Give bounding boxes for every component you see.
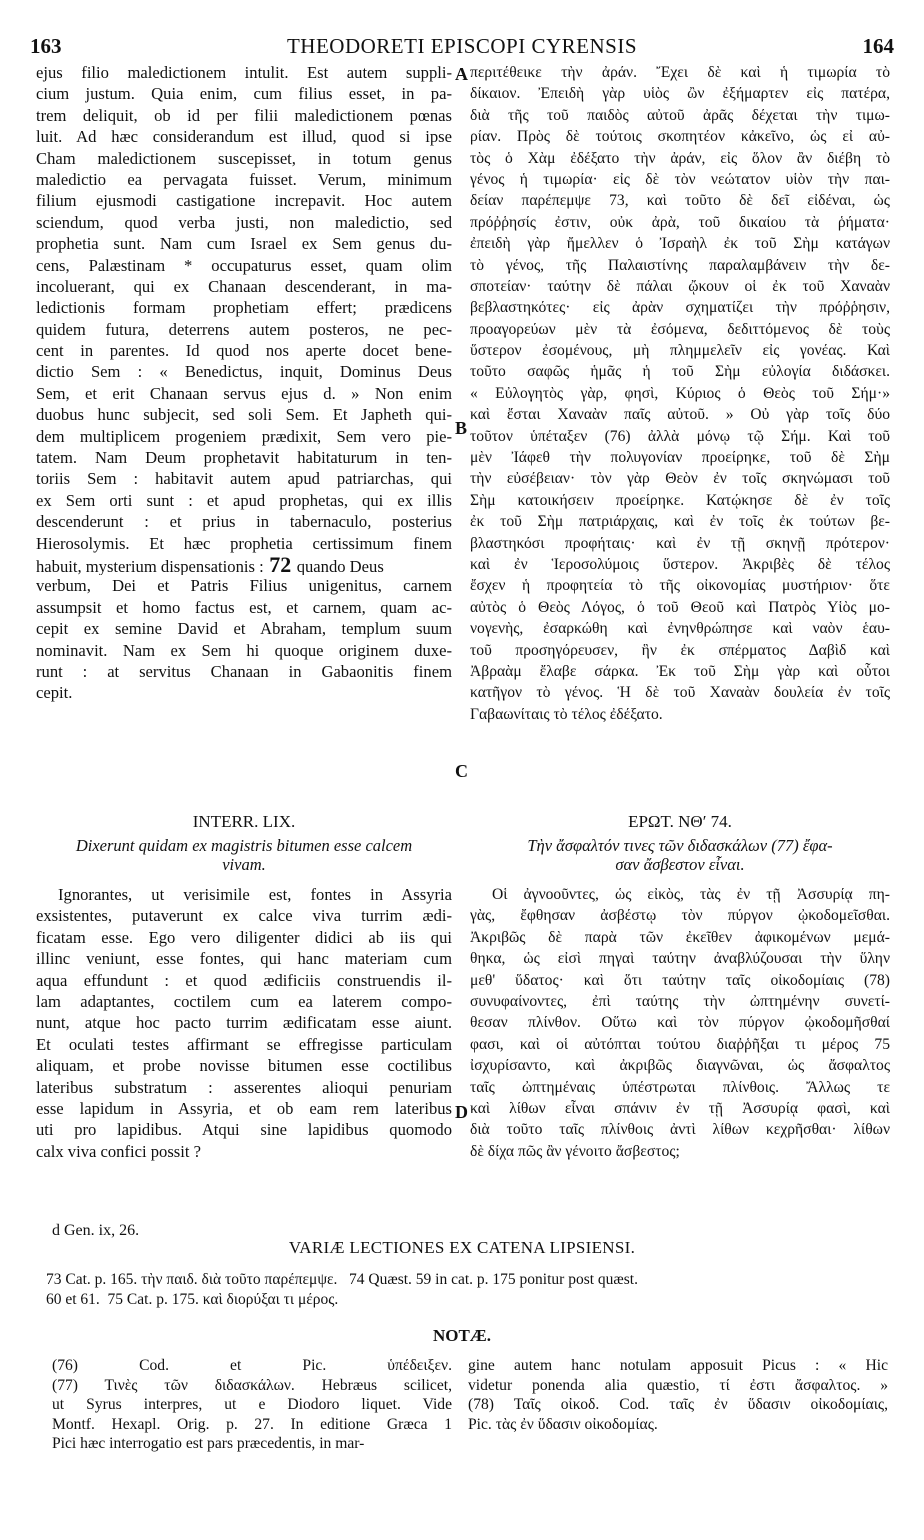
text-line: τοῦ προσηγόρευσεν, ἣν ἐκ σπέρματος Δαβὶδ καὶ — [470, 641, 890, 659]
margin-letter-c: C — [455, 761, 468, 781]
text-line: cium justum. Quia enim, cum filius esset, in pa- — [36, 84, 452, 104]
text-line: τὸ γένος, τῆς Παλαιστίνης παραλαμβάνειν τὴν δε- — [470, 256, 890, 274]
text-line: verbum, Dei et Patris Filius unigenitus, carnem — [36, 576, 452, 596]
text-line: ἐπειδὴ γὰρ ἤμελλεν ὁ Ἰσραὴλ ἐκ τοῦ Σὴμ κατάγων — [470, 235, 890, 253]
text-line: καὶ λίθων εἶναι σπάνιν ἐν τῇ Ἀσσυρίᾳ φασὶ, καὶ — [470, 1099, 890, 1117]
text-line: ρίαν. Πρὸς δὲ τούτοις σκοπητέον κἀκεῖνο, ὡς εἰ αὐ- — [470, 128, 890, 146]
text-line: ἔσχεν ἡ προφητεία τὸ τῆς οἰκονομίας μυστήριον· ὅτε — [470, 577, 890, 595]
interrogatio-latin-heading: INTERR. LIX. — [192, 812, 296, 831]
text-line: σποτείαν· ταύτην δὲ πάλαι ᾤκουν οἱ ἐκ τοῦ Χαναὰν — [470, 277, 890, 295]
text-line: maledictio ea pervagata fuisset. Verum, minimum — [36, 169, 452, 189]
interrogatio-latin-subtitle — [36, 836, 452, 874]
note-line: (76) Cod. et Pic. ὑπέδειξεν. — [52, 1357, 452, 1374]
text-line: Sem, et erit Chanaan servus ejus d. » Non enim — [36, 383, 452, 403]
text-line: Hierosolymis. Et hæc prophetia certissimum finem — [36, 533, 452, 553]
text-line: cent in parentes. Id quod nos aperte docet bene- — [36, 341, 452, 361]
text-line: runt : at servitus Chanaan in Gabaonitis finem — [36, 661, 452, 681]
notae-right-column — [468, 1356, 888, 1434]
text-line: aliquam, et probe novisse bitumen esse coctilibus — [36, 1056, 452, 1076]
text-line: assumpsit et homo factus est, et carnem, quam ac- — [36, 597, 452, 617]
note-line: videtur ponenda alia quæstio, τί ἐστι ἄσφαλτος. » — [468, 1376, 888, 1394]
subtitle-line: vivam. — [222, 855, 266, 874]
running-title: THEODORETI EPISCOPI CYRENSIS — [286, 34, 638, 58]
text-line: φασι, καὶ οἱ αὐτόπται τούτου διαῤῥῆξαι τι μέρος 75 — [470, 1035, 890, 1053]
text-line: Ἀβραὰμ ἔλαβε σάρκα. Ἐκ τοῦ Σὴμ γὰρ καὶ οὗτοι — [470, 662, 890, 680]
text-line: κατῆγον τὸ γένος. Ἡ δὲ τοῦ Χαναὰν δουλεία ἐν τοῖς — [470, 684, 890, 702]
text-line: « Εὐλογητὸς γὰρ, φησὶ, Κύριος ὁ Θεὸς τοῦ Σήμ·» — [470, 384, 890, 402]
text-line: toriis Sem : habitavit autem apud patriarchas, qui — [36, 469, 452, 489]
variae-lectiones-text — [46, 1270, 896, 1310]
text-line: esse lapidum in Assyria, et ob eam rem lateribus — [36, 1098, 452, 1118]
text-line: δείαν παρέπεμψε 73, καὶ τοῦτο δὲ δεῖ εἰδέναι, ὡς — [470, 192, 890, 210]
text-line: τὸς ὁ Χὰμ ἐδέξατο τὴν ἀράν, εἰς ὅλον ἂν διέβη τὸ — [470, 149, 890, 167]
text-line: πρόῤῥησίς ἐστιν, οὐκ ἀρὰ, τοῦ δικαίου τὰ ῥήματα· — [470, 213, 890, 231]
text-line: lateribus substratum : asserentes alioqui penuriam — [36, 1077, 452, 1097]
text-line: ejus filio maledictionem intulit. Est autem suppli- — [36, 63, 452, 82]
text-line: dem multiplicem progeniem prædixit, Sem vero pie- — [36, 426, 452, 446]
text-line: βλαστηκόσι προφήταις· καὶ ἐν τῇ σκηνῇ πρότερον· — [470, 534, 890, 552]
text-line: προαγορεύων μὲν τὰ ἐσόμενα, δεδιττόμενος δὲ τοὺς — [470, 320, 890, 338]
column-number: 72 — [263, 553, 297, 576]
text-line: περιτέθεικε τὴν ἀράν. Ἔχει δὲ καὶ ἡ τιμωρία τὸ — [470, 64, 890, 81]
text-fragment: quando Deus — [296, 556, 384, 576]
variant-reading-line: 73 Cat. p. 165. τὴν παιδ. διὰ τοῦτο παρέπεμψε. 74 Quæst. 59 in cat. p. 175 ponitur post quæst. — [46, 1271, 638, 1288]
text-line: καὶ ἐν Ἱεροσολύμοις ὕστερον. Ἀκριβὲς δὲ τέλος — [470, 555, 890, 573]
text-line: ἐκ τοῦ Σὴμ πατριάρχαις, καὶ ἐν τοῖς ἐκ τούτων βε- — [470, 513, 890, 531]
variant-reading-line: 60 et 61. 75 Cat. p. 175. καὶ διορύξαι τι μέρος. — [46, 1291, 339, 1308]
note-line: (78) Ταῖς οἰκοδ. Cod. ταῖς ἐν ὕδασιν οἰκοδομίαις, — [468, 1396, 888, 1413]
interrogatio-greek-heading: ΕΡΩΤ. ΝΘʹ 74. — [628, 812, 732, 831]
greek-text-column — [470, 62, 890, 725]
text-line: τοῦτο σαφῶς ἡμᾶς ἡ τοῦ Σὴμ εὐλογία διδάσκει. — [470, 363, 890, 381]
text-line: nominavit. Nam ex Sem hi quoque originem duxe- — [36, 640, 452, 660]
text-line: δὲ δίχα πῶς ἂν γένοιτο ἄσβεστος; — [470, 1142, 680, 1160]
text-line: exsistentes, putaverunt ex calce viva turrim ædi- — [36, 906, 452, 926]
text-line: descenderunt : et prius in tabernaculo, posterius — [36, 512, 452, 532]
text-line: γὰς, ἔφθησαν ἀσβέστῳ τὸν πύργον ᾠκοδομεῖσθαι. — [470, 907, 890, 925]
text-line: trem deliquit, ob id per filii maledictionem pœnas — [36, 105, 452, 125]
interrogatio-greek-subtitle — [470, 836, 890, 874]
text-line: sciendum, quod verba justi, non maledictio, sed — [36, 212, 452, 232]
text-line: ταῖς ὠπτημέναις ὑπέστρωται πλίνθοις. Ἄλλως τε — [470, 1078, 890, 1096]
margin-letter-b: B — [455, 418, 468, 438]
note-line: (77) Τινὲς τῶν διδασκάλων. Hebræus scilicet, — [52, 1376, 452, 1394]
text-line: τὴν εὐσέβειαν· τὸν γὰρ Θεὸν ἐν τοῖς σκηνώμασι τοῦ — [470, 470, 890, 488]
note-line: gine autem hanc notulam apposuit Picus : « Hic — [468, 1357, 888, 1374]
text-line: μεθ' ὕδατος· καὶ ὅτι ταύτην ταῖς οἰκοδομίαις (78) — [470, 971, 890, 989]
text-line: Cham maledictionem suscepisset, in totum genus — [36, 148, 452, 168]
text-line: γένος ἡ τιμωρία· εἰς δὲ τὸν νεώτατον υἱὸν τὴν παι- — [470, 170, 890, 188]
text-line: θηκα, ὡς εἰσὶ πηγαὶ ταύτην ἀναβλύζουσαι τὴν ὕλην — [470, 950, 890, 968]
text-line: διὰ τοῦτο ταῖς πλίνθοις ἀντὶ λίθων κεχρῆσθαι· λίθων — [470, 1121, 890, 1139]
text-line: συνυφαίνοντες, ἐπὶ ταύτης τὴν ὠπτημένην συνετί- — [470, 992, 890, 1010]
page-header — [30, 34, 894, 60]
text-line: habuit, mysterium dispensationis : 72 quando Deus — [36, 553, 384, 576]
text-line: καὶ ἔσται Χαναὰν παῖς αὐτοῦ. » Οὐ γὰρ τοῖς δύο — [470, 406, 890, 424]
text-line: βεβλαστηκότες· εἰς ἀρὰν σχηματίζει τὴν πρόῤῥησιν, — [470, 299, 890, 317]
text-line: αὐτὸς ὁ Θεὸς Λόγος, ὁ τοῦ Θεοῦ καὶ Πατρὸς Υἱὸς μο- — [470, 598, 890, 616]
text-line: aqua effundunt : et quod ædificiis construendis il- — [36, 970, 452, 990]
note-line: Montf. Hexapl. Orig. p. 27. In editione Græca 1 — [52, 1415, 452, 1433]
text-line: tatem. Nam Deum prophetavit habitaturum in ten- — [36, 448, 452, 468]
text-line: duobus hunc subjecit, sed soli Sem. Et Japheth qui- — [36, 405, 452, 425]
text-line: incoluerant, qui ex Chanaan descenderant, in ma- — [36, 276, 452, 296]
page-number-right: 164 — [862, 34, 894, 58]
notae-heading: NOTÆ. — [432, 1326, 492, 1345]
note-line: ut Syrus interpres, ut e Diodoro liquet. Vide — [52, 1396, 452, 1413]
text-line: luit. Ad hæc considerandum est illud, quod si ipse — [36, 127, 452, 147]
text-line: ἰσχυρίσαντο, καὶ ἀκριβῶς διαγνῶναι, ὡς ἄσφαλτος — [470, 1057, 890, 1075]
subtitle-line: Τὴν ἄσφαλτόν τινες τῶν διδασκάλων (77) ἔφα- — [527, 836, 833, 855]
text-line: ex Sem orti sunt : et apud prophetas, qui ex illis — [36, 490, 452, 510]
text-line: cens, Palæstinam * occupaturus esset, quam olim — [36, 255, 452, 275]
subtitle-line: σαν ἄσβεστον εἶναι. — [615, 855, 745, 874]
text-line: ὕστερον ἐσομένους, μὴ πλημμελεῖν εἰς γονέας. Καὶ — [470, 342, 890, 360]
text-line: filium ejusmodi castigatione increpavit. Hoc autem — [36, 191, 452, 211]
page-number-left: 163 — [30, 34, 62, 58]
latin-text-column — [36, 62, 452, 704]
text-line: Σὴμ κατοικήσειν προείρηκε. Κατῴκησε δὲ ἐν τοῖς — [470, 491, 890, 509]
text-line: illinc veniunt, esse fontes, qui hanc materiam cum — [36, 949, 452, 969]
text-line: calx viva confici possit ? — [36, 1141, 201, 1161]
text-line: μὲν Ἰάφεθ τὴν πολυγονίαν προείρηκε, τοῦ δὲ Σὴμ — [470, 449, 890, 467]
variae-lectiones-heading: VARIÆ LECTIONES EX CATENA LIPSIENSI. — [288, 1238, 636, 1257]
note-line: Pici hæc interrogatio est pars præcedentis, in mar- — [52, 1435, 365, 1452]
text-line: dictio Sem : « Benedictus, inquit, Dominus Deus — [36, 362, 452, 382]
margin-letter-a: A — [455, 64, 468, 84]
notae-left-column — [52, 1356, 452, 1454]
text-line: τοῦτον ὑπέταξεν (76) ἀλλὰ μόνῳ τῷ Σήμ. Καὶ τοῦ — [470, 427, 890, 445]
text-line: θεσαν πλίνθον. Οὕτω καὶ τὸν πύργον ᾠκοδομῆσθαί — [470, 1014, 890, 1032]
text-line: Ignorantes, ut verisimile est, fontes in Assyria — [58, 885, 452, 904]
interrogatio-greek-body — [470, 884, 890, 1162]
text-line: ledictionis formam prophetiam effert; prædicens — [36, 298, 452, 318]
margin-letter-d: D — [455, 1102, 468, 1122]
subtitle-line: Dixerunt quidam ex magistris bitumen esse calcem — [75, 836, 413, 855]
text-line: Et oculati testes affirmant se effregisse particulam — [36, 1034, 452, 1054]
text-line: δίκαιον. Ἐπειδὴ γὰρ υἱὸς ὢν ἐξήμαρτεν εἰς πατέρα, — [470, 85, 890, 103]
text-line: cepit ex semine David et Abraham, templum suum — [36, 619, 452, 639]
text-line: lam adaptantes, coctilem cum ea laterem compo- — [36, 991, 452, 1011]
text-line: quidem futura, deterrens autem posteros, ne pec- — [36, 319, 452, 339]
interrogatio-latin-body — [36, 884, 452, 1162]
text-line: uti pro lapidibus. Atqui sine lapidibus quomodo — [36, 1120, 452, 1140]
text-line: διὰ τῆς τοῦ παιδὸς αὐτοῦ ἀρᾶς δέχεται τὴν τιμω- — [470, 106, 890, 124]
note-line: Pic. τὰς ἐν ὕδασιν οἰκοδομίας. — [468, 1415, 658, 1433]
text-line: Οἱ ἀγνοοῦντες, ὡς εἰκὸς, τὰς ἐν τῇ Ἀσσυρίᾳ πη- — [492, 886, 890, 903]
footnote-reference: d Gen. ix, 26. — [52, 1222, 140, 1239]
text-line: ficatam esse. Ego vero diligenter didici ab iis qui — [36, 927, 452, 947]
text-line: νογενὴς, ἐσαρκώθη καὶ ἐνηνθρώπησε καὶ ναὸν ἑαυ- — [470, 620, 890, 638]
text-line: Ἀκριβῶς δὲ παρὰ τῶν ἐκεῖθεν ἀφικομένων μεμά- — [470, 928, 890, 946]
text-line: nunt, atque hoc pacto turrim ædificatam esse aiunt. — [36, 1013, 452, 1033]
text-line: Γαβαωνίταις τὸ τέλος ἐδέξατο. — [470, 705, 663, 723]
text-line: cepit. — [36, 683, 73, 703]
text-line: prophetia sunt. Nam cum Israel ex Sem genus du- — [36, 234, 452, 254]
